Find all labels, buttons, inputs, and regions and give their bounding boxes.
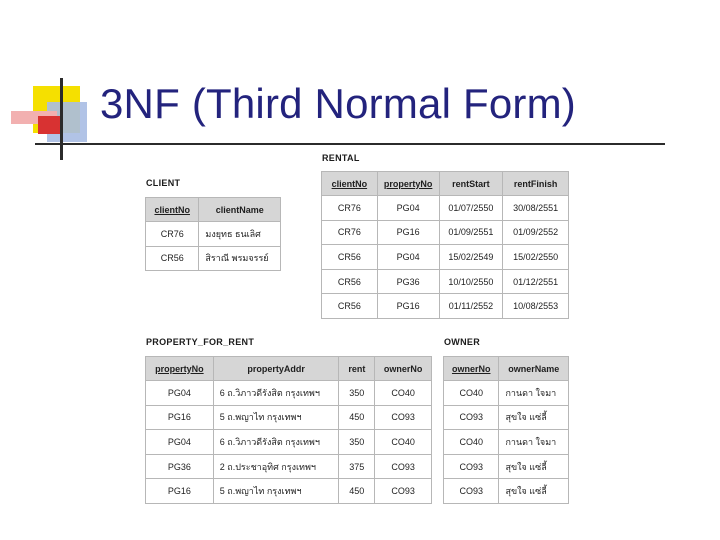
cell-propertyaddr: 5 ถ.พญาไท กรุงเทพฯ (213, 479, 339, 504)
cell-clientno: CR76 (146, 222, 199, 247)
cell-ownerno: CO93 (444, 454, 499, 479)
column-header-ownerno: ownerNo (444, 357, 499, 381)
column-header-rentfinish: rentFinish (503, 172, 569, 196)
cell-rent: 375 (339, 454, 375, 479)
cell-clientno: CR56 (322, 245, 378, 270)
cell-ownerno: CO40 (375, 381, 432, 406)
cell-propertyno: PG16 (377, 220, 439, 245)
table-row (146, 246, 281, 271)
cell-rentfinish: 10/08/2553 (503, 294, 569, 319)
property-for-rent-table-caption: PROPERTY_FOR_RENT (146, 337, 255, 347)
cell-clientname: สิราณี พรมจรรย์ (199, 246, 281, 271)
table-row (146, 479, 432, 504)
table-row (146, 381, 432, 406)
cell-ownername: สุขใจ แซ่ลี้ (499, 479, 569, 504)
cell-clientno: CR56 (322, 269, 378, 294)
client-table (145, 197, 281, 271)
cell-ownerno: CO93 (375, 454, 432, 479)
cell-ownerno: CO40 (375, 430, 432, 455)
table-row (146, 430, 432, 455)
property-for-rent-table (145, 356, 432, 504)
cell-ownerno: CO93 (444, 405, 499, 430)
table-row (322, 294, 569, 319)
column-header-rent: rent (339, 357, 375, 381)
table-row (444, 405, 569, 430)
cell-ownerno: CO93 (375, 405, 432, 430)
cell-ownerno: CO93 (375, 479, 432, 504)
table-row (322, 245, 569, 270)
cell-propertyno: PG04 (377, 196, 439, 221)
rental-table-caption: RENTAL (322, 153, 360, 163)
cell-propertyno: PG36 (146, 454, 214, 479)
cell-ownername: สุขใจ แซ่ลี้ (499, 454, 569, 479)
table-row (444, 454, 569, 479)
cell-clientno: CR76 (322, 196, 378, 221)
rental-table (321, 171, 569, 319)
cell-rentstart: 10/10/2550 (439, 269, 503, 294)
slide-title: 3NF (Third Normal Form) (100, 80, 576, 127)
cell-ownername: กานดา ใจมา (499, 381, 569, 406)
cell-propertyno: PG16 (146, 405, 214, 430)
column-header-clientname: clientName (199, 198, 281, 222)
cell-rentfinish: 01/09/2552 (503, 220, 569, 245)
cell-rent: 450 (339, 479, 375, 504)
cell-rentfinish: 30/08/2551 (503, 196, 569, 221)
cell-clientno: CR56 (322, 294, 378, 319)
cell-ownername: สุขใจ แซ่ลี้ (499, 405, 569, 430)
column-header-rentstart: rentStart (439, 172, 503, 196)
cell-ownerno: CO40 (444, 430, 499, 455)
cell-propertyaddr: 6 ถ.วิภาวดีรังสิต กรุงเทพฯ (213, 430, 339, 455)
cell-propertyno: PG04 (146, 430, 214, 455)
cell-propertyno: PG36 (377, 269, 439, 294)
table-row (444, 479, 569, 504)
cell-ownername: กานดา ใจมา (499, 430, 569, 455)
cell-rentstart: 15/02/2549 (439, 245, 503, 270)
table-row (322, 269, 569, 294)
cell-propertyaddr: 6 ถ.วิภาวดีรังสิต กรุงเทพฯ (213, 381, 339, 406)
decorative-horizontal-rule (35, 143, 665, 145)
decorative-vertical-line (60, 78, 63, 160)
client-table-caption: CLIENT (146, 178, 181, 188)
column-header-propertyaddr: propertyAddr (213, 357, 339, 381)
cell-ownerno: CO40 (444, 381, 499, 406)
owner-table (443, 356, 569, 504)
table-row (444, 381, 569, 406)
cell-ownerno: CO93 (444, 479, 499, 504)
decorative-red-square (38, 116, 60, 134)
cell-rentstart: 01/07/2550 (439, 196, 503, 221)
column-header-ownername: ownerName (499, 357, 569, 381)
cell-clientno: CR56 (146, 246, 199, 271)
cell-propertyno: PG16 (146, 479, 214, 504)
table-row (146, 405, 432, 430)
cell-rent: 450 (339, 405, 375, 430)
column-header-clientno: clientNo (322, 172, 378, 196)
owner-table-caption: OWNER (444, 337, 480, 347)
table-row (444, 430, 569, 455)
cell-clientno: CR76 (322, 220, 378, 245)
cell-propertyno: PG16 (377, 294, 439, 319)
cell-rent: 350 (339, 381, 375, 406)
cell-propertyno: PG04 (146, 381, 214, 406)
cell-propertyaddr: 5 ถ.พญาไท กรุงเทพฯ (213, 405, 339, 430)
table-row (322, 196, 569, 221)
column-header-ownerno: ownerNo (375, 357, 432, 381)
cell-clientname: มงยุทธ ธนเลิศ (199, 222, 281, 247)
cell-rentfinish: 15/02/2550 (503, 245, 569, 270)
cell-propertyno: PG04 (377, 245, 439, 270)
cell-rent: 350 (339, 430, 375, 455)
table-row (146, 222, 281, 247)
table-row (146, 454, 432, 479)
column-header-propertyno: propertyNo (377, 172, 439, 196)
table-row (322, 220, 569, 245)
cell-rentstart: 01/11/2552 (439, 294, 503, 319)
column-header-propertyno: propertyNo (146, 357, 214, 381)
column-header-clientno: clientNo (146, 198, 199, 222)
cell-rentstart: 01/09/2551 (439, 220, 503, 245)
cell-rentfinish: 01/12/2551 (503, 269, 569, 294)
cell-propertyaddr: 2 ถ.ประชาอุทิศ กรุงเทพฯ (213, 454, 339, 479)
